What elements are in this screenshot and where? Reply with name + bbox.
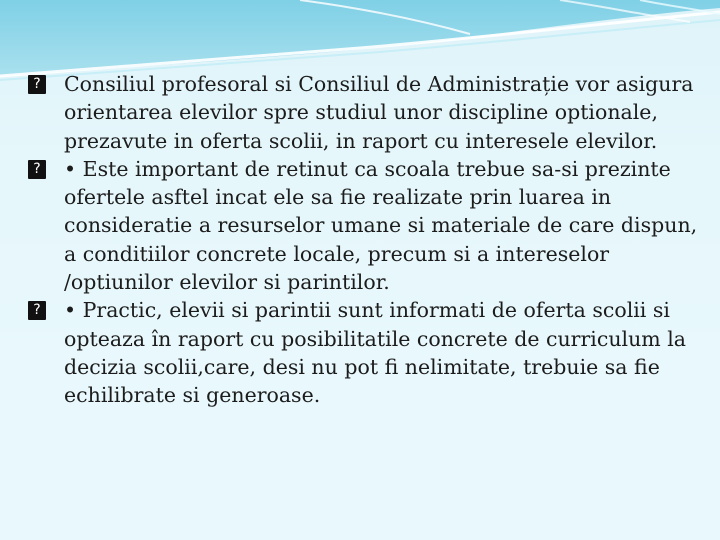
bullet-glyph-icon: ? xyxy=(28,301,46,320)
paragraph-1-text: Consiliul profesoral si Consiliul de Administrație vor asigura orientarea elevilor spre studiul unor discipline optionale, prezavute in oferta scolii, in raport cu interesele elevilor. xyxy=(64,72,694,153)
bullet-glyph-icon: ? xyxy=(28,160,46,179)
paragraph-3-text: • Practic, elevii si parintii sunt informati de oferta scolii si opteaza în raport cu posibilitatile concrete de curriculum la decizia scolii,care, desi nu pot fi nelimitate, trebuie sa fie echilibrate si generoase. xyxy=(64,298,687,408)
text-body xyxy=(28,70,698,410)
paragraph-2 xyxy=(28,155,698,296)
paragraph-1 xyxy=(28,70,698,155)
paragraph-2-text: • Este important de retinut ca scoala trebue sa-si prezinte ofertele asftel incat ele sa fie realizate prin luarea in consideratie a resurselor umane si materiale de care dispun, a conditiilor concrete locale, precum si a intereselor /optiunilor elevilor si parintilor. xyxy=(64,156,698,295)
paragraph-3 xyxy=(28,296,698,409)
bullet-glyph-icon: ? xyxy=(28,75,46,94)
